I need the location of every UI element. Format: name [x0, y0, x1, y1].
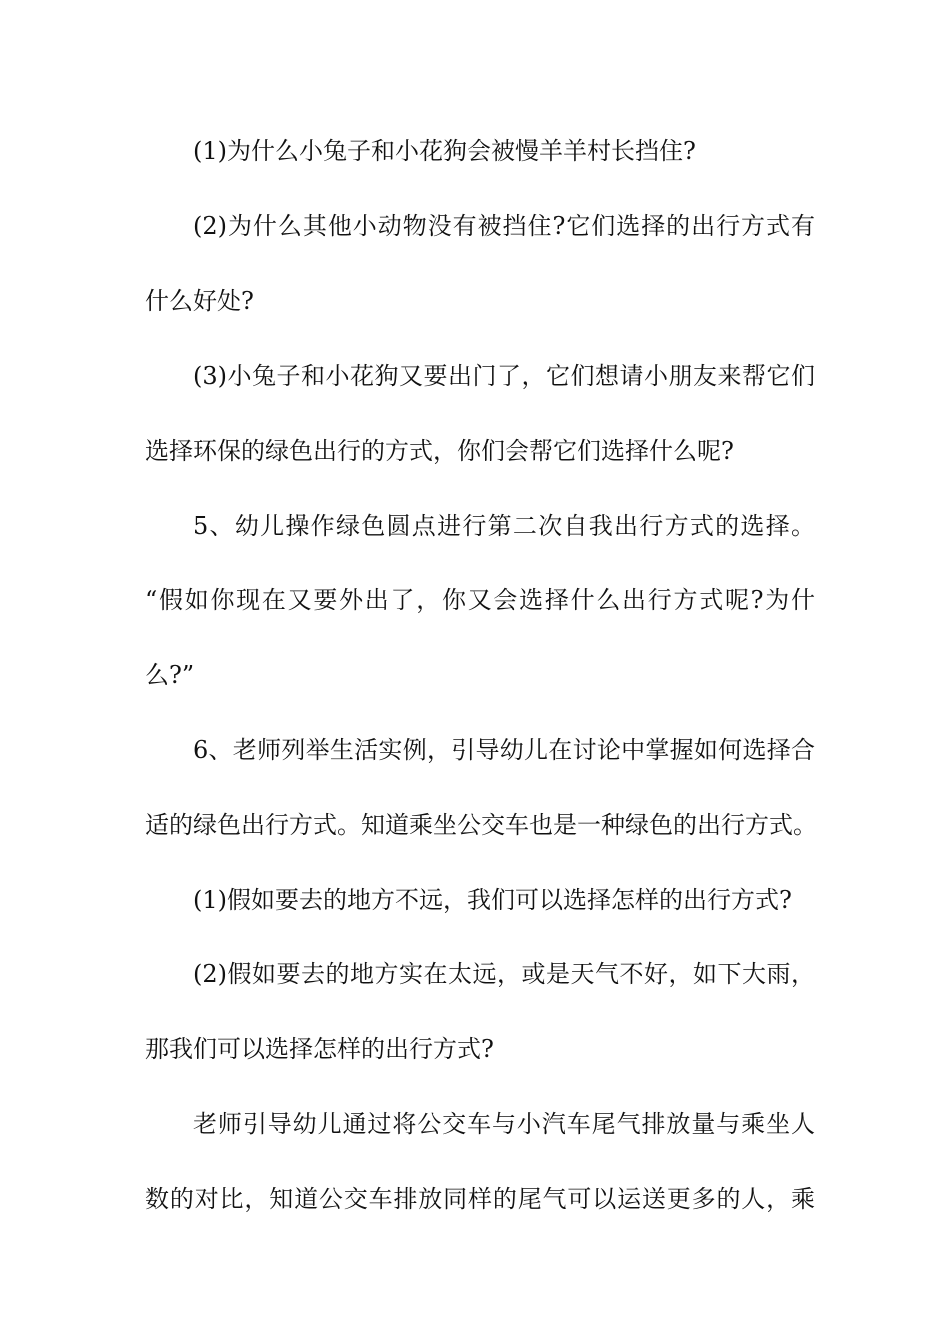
text-line: (1)假如要去的地方不远，我们可以选择怎样的出行方式?: [193, 886, 792, 914]
text-line: 数的对比，知道公交车排放同样的尾气可以运送更多的人，乘: [145, 1185, 815, 1213]
text-line: 5、幼儿操作绿色圆点进行第二次自我出行方式的选择。: [193, 512, 815, 540]
text-line: 老师引导幼儿通过将公交车与小汽车尾气排放量与乘坐人: [193, 1110, 815, 1138]
text-line: (1)为什么小兔子和小花狗会被慢羊羊村长挡住?: [193, 137, 696, 165]
text-line: (3)小兔子和小花狗又要出门了，它们想请小朋友来帮它们: [193, 362, 815, 390]
text-line: 什么好处?: [145, 287, 254, 315]
text-line: (2)为什么其他小动物没有被挡住?它们选择的出行方式有: [193, 212, 815, 240]
text-line: 适的绿色出行方式。知道乘坐公交车也是一种绿色的出行方式。: [145, 811, 817, 839]
text-line: 么?”: [145, 661, 195, 689]
text-line: (2)假如要去的地方实在太远，或是天气不好，如下大雨，: [193, 960, 815, 988]
text-line: 6、老师列举生活实例，引导幼儿在讨论中掌握如何选择合: [193, 736, 815, 764]
text-line: 那我们可以选择怎样的出行方式?: [145, 1035, 494, 1063]
text-line: “假如你现在又要外出了，你又会选择什么出行方式呢?为什: [145, 586, 815, 614]
text-line: 选择环保的绿色出行的方式，你们会帮它们选择什么呢?: [145, 437, 734, 465]
